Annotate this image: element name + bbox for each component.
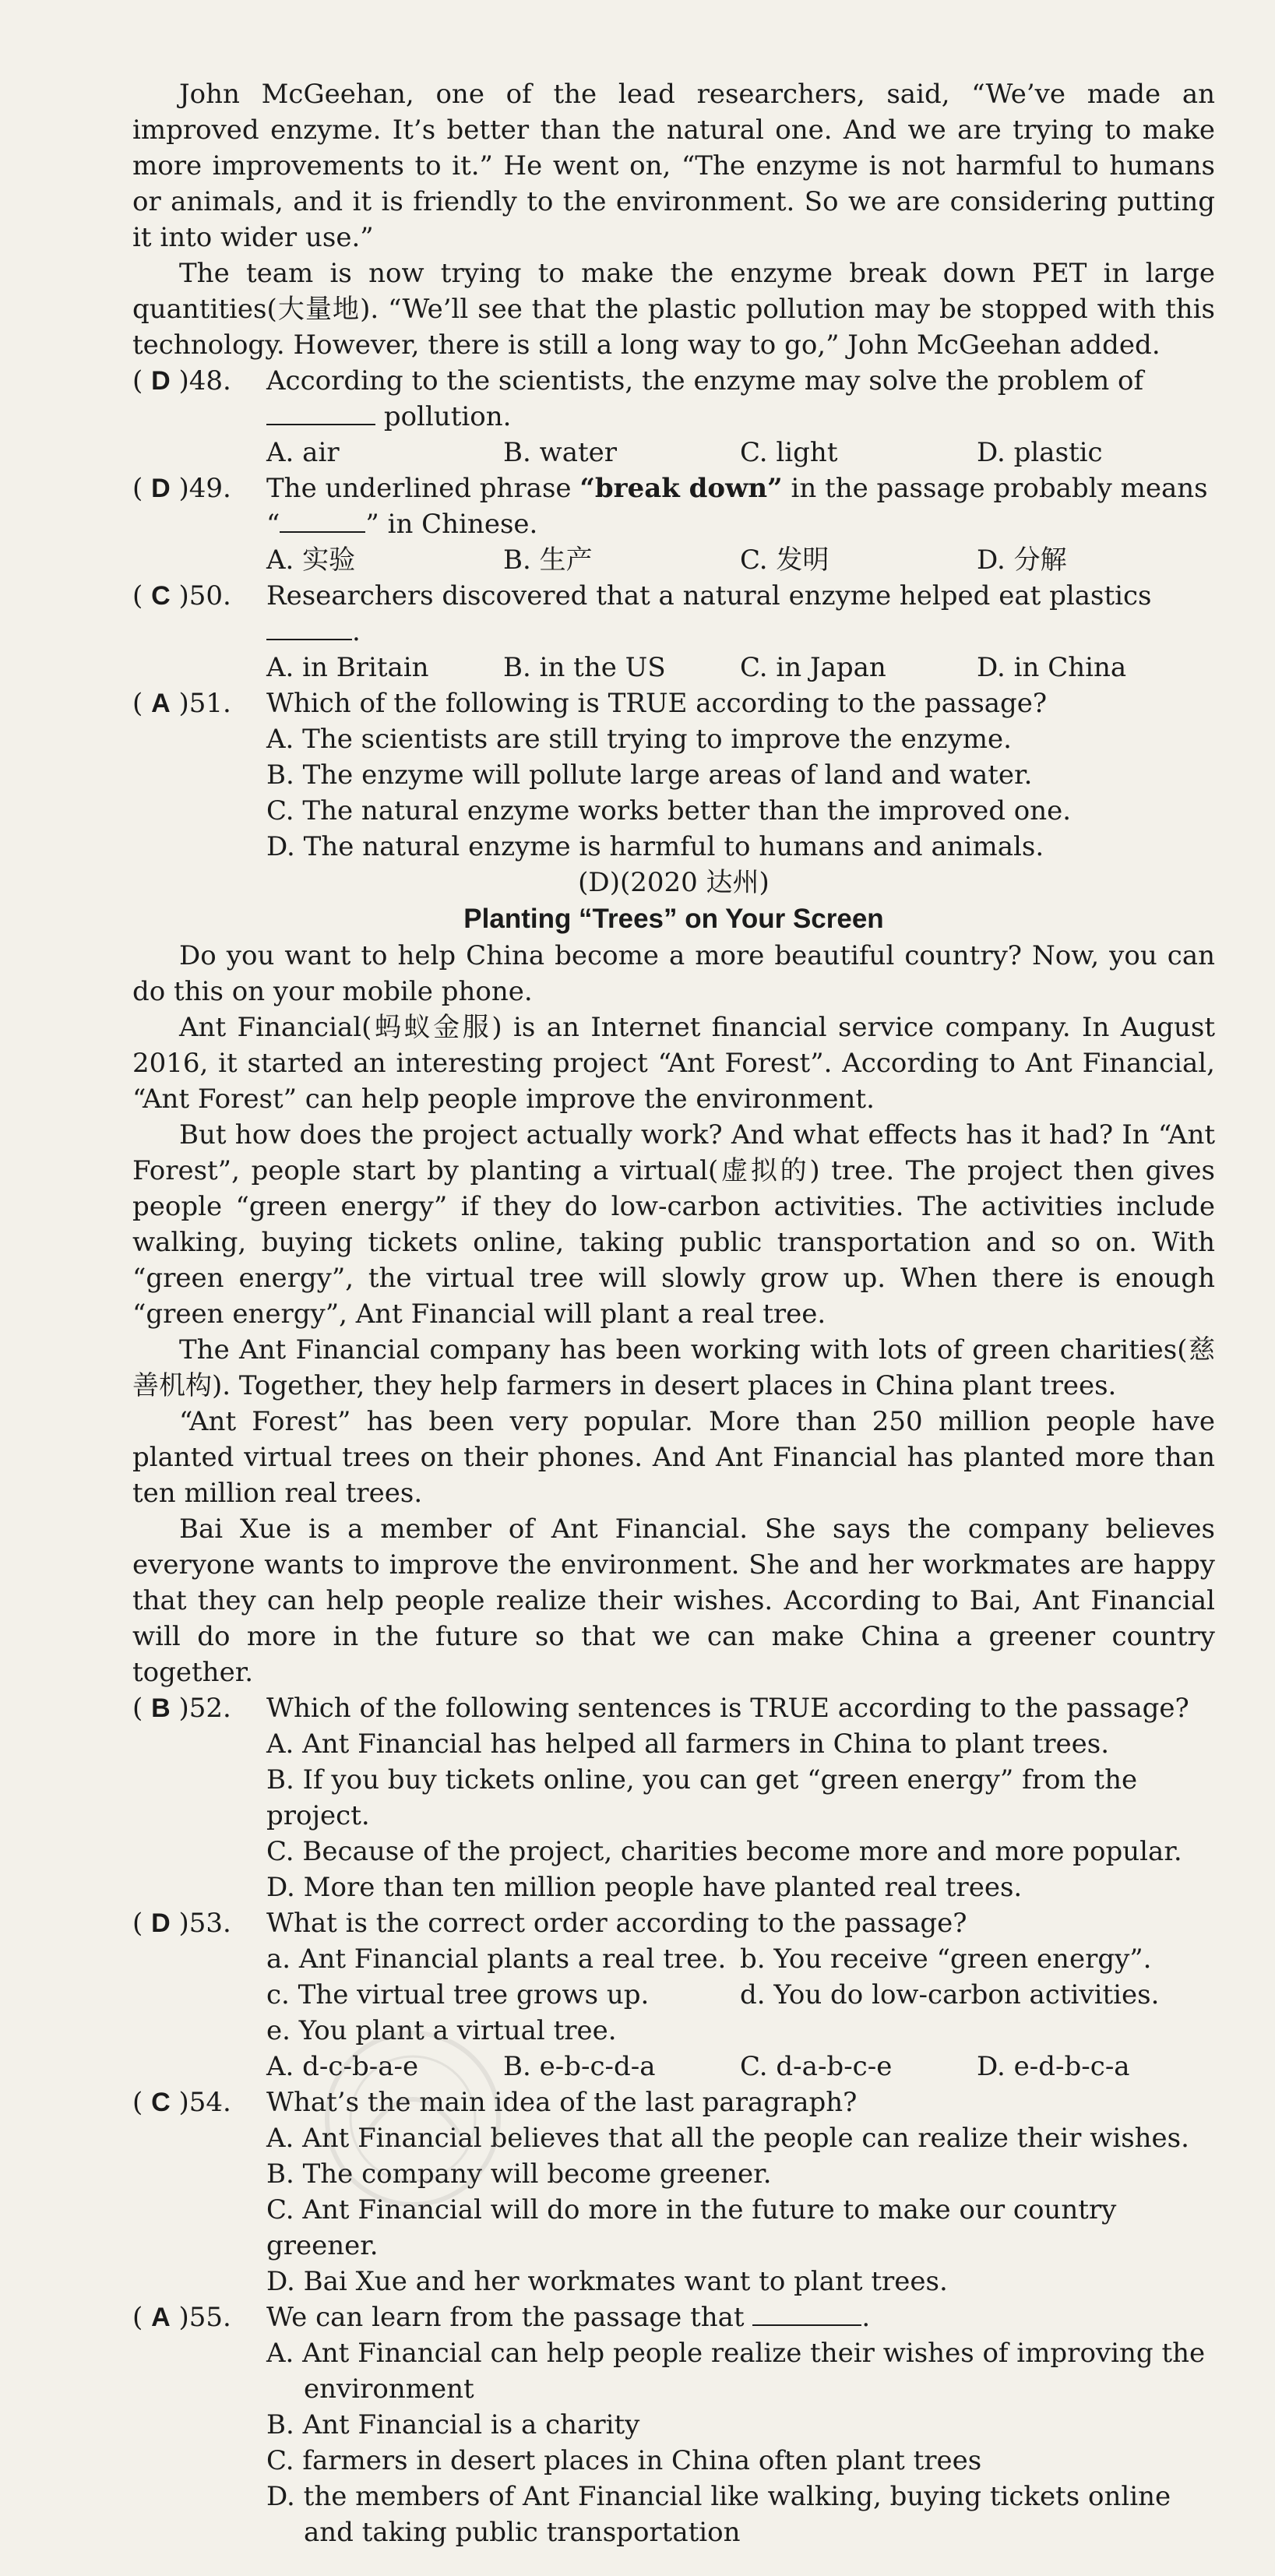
option-b: B. 生产 xyxy=(503,544,593,576)
passage-d-paragraph-4: The Ant Financial company has been working with lots of green charities(慈善机构). Together, they help farmers in desert places in China plant trees. xyxy=(132,1334,1215,1401)
option-d: D. Bai Xue and her workmates want to plant trees. xyxy=(266,2266,948,2297)
passage-d-label: (D)(2020 达州) xyxy=(578,867,770,898)
option-d: D. 分解 xyxy=(977,544,1067,576)
option-c: C. in Japan xyxy=(740,652,886,683)
answer-blank xyxy=(280,508,365,533)
option-c: C. farmers in desert places in China often plant trees xyxy=(266,2445,982,2476)
order-item-e: e. You plant a virtual tree. xyxy=(266,2015,617,2046)
answer-53: ( D )53. xyxy=(132,1908,231,1939)
question-51: ( A )51. Which of the following is TRUE according to the passage? xyxy=(132,685,1215,721)
option-d: D. e-d-b-c-a xyxy=(977,2051,1130,2082)
answer-51: ( A )51. xyxy=(132,688,231,719)
option-d: D. plastic xyxy=(977,437,1103,468)
answer-54: ( C )54. xyxy=(132,2087,231,2118)
passage-d-paragraph-1: Do you want to help China become a more beautiful country? Now, you can do this on your mobile phone. xyxy=(132,940,1215,1007)
order-item-a: a. Ant Financial plants a real tree. xyxy=(266,1943,727,1975)
passage-d-paragraph-3: But how does the project actually work? And what effects has it had? In “Ant Forest”, people start by planting a virtual(虚拟的) tree. The project then gives people “green energy” if they do low-carbon activities. The activities include walking, buying tickets online, taking public transportation and so on. With “green energy”, the virtual tree will slowly grow up. When there is enough “green energy”, Ant Financial will plant a real tree. xyxy=(132,1119,1215,1330)
option-b: B. The company will become greener. xyxy=(266,2158,772,2190)
answer-49: ( D )49. xyxy=(132,473,231,504)
order-items-row-1 xyxy=(132,1941,1215,1977)
question-55: ( A )55. We can learn from the passage that . xyxy=(132,2299,1215,2335)
passage-d-paragraph-2: Ant Financial(蚂蚁金服) is an Internet financial service company. In August 2016, it started an interesting project “Ant Forest”. According to Ant Financial, “Ant Forest” can help people improve the environment. xyxy=(132,1012,1215,1115)
question-50: ( C )50. Researchers discovered that a natural enzyme helped eat plastics. xyxy=(132,578,1215,650)
order-item-d: d. You do low-carbon activities. xyxy=(740,1979,1160,2010)
option-b: B. e-b-c-d-a xyxy=(503,2051,656,2082)
question-49-options xyxy=(132,542,1215,578)
question-49: ( D )49. The underlined phrase “break down” in the passage probably means “ ” in Chinese. xyxy=(132,470,1215,542)
passage-c-paragraph-1: John McGeehan, one of the lead researchers, said, “We’ve made an improved enzyme. It’s better than the natural one. And we are trying to make more improvements to it.” He went on, “The enzyme is not harmful to humans or animals, and it is friendly to the environment. So we are considering putting it into wider use.” xyxy=(132,79,1215,253)
option-b: B. If you buy tickets online, you can get “green energy” from the project. xyxy=(266,1764,1138,1831)
passage-c-paragraph-2: The team is now trying to make the enzyme break down PET in large quantities(大量地). “We’ll see that the plastic pollution may be stopped with this technology. However, there is still a long way to go,” John McGeehan added. xyxy=(132,258,1215,361)
option-b: B. Ant Financial is a charity xyxy=(266,2409,640,2440)
order-item-c: c. The virtual tree grows up. xyxy=(266,1979,650,2010)
question-50-options xyxy=(132,650,1215,685)
option-a: A. d-c-b-a-e xyxy=(266,2051,419,2082)
answer-blank xyxy=(266,400,375,425)
passage-d-paragraph-6: Bai Xue is a member of Ant Financial. She says the company believes everyone wants to improve the environment. She and her workmates are happy that they can help people realize their wishes. According to Bai, Ant Financial will do more in the future so that we can make China a greener country together. xyxy=(132,1514,1215,1688)
option-c: C. Because of the project, charities become more and more popular. xyxy=(266,1836,1182,1867)
answer-blank xyxy=(266,615,352,640)
option-a: A. 实验 xyxy=(266,544,356,576)
option-b: B. water xyxy=(503,437,618,468)
option-a: A. Ant Financial has helped all farmers in China to plant trees. xyxy=(266,1728,1110,1760)
option-d: D. The natural enzyme is harmful to humans and animals. xyxy=(266,831,1044,862)
answer-52: ( B )52. xyxy=(132,1693,231,1724)
answer-55: ( A )55. xyxy=(132,2302,231,2333)
option-a: A. Ant Financial believes that all the people can realize their wishes. xyxy=(266,2123,1189,2154)
order-item-b: b. You receive “green energy”. xyxy=(740,1943,1152,1975)
option-c: C. 发明 xyxy=(740,544,829,576)
option-c: C. Ant Financial will do more in the future to make our country greener. xyxy=(266,2194,1117,2261)
question-48-stem: According to the scientists, the enzyme may solve the problem of xyxy=(266,365,1144,396)
underlined-phrase: “break down” xyxy=(579,473,783,504)
option-c: C. The natural enzyme works better than the improved one. xyxy=(266,795,1072,826)
order-items-row-2 xyxy=(132,1977,1215,2013)
watermark-logo-icon xyxy=(249,2017,576,2220)
answer-48: ( D )48. xyxy=(132,365,231,396)
option-d: D. More than ten million people have planted real trees. xyxy=(266,1872,1023,1903)
option-a: A. in Britain xyxy=(266,652,429,683)
question-53: ( D )53. What is the correct order according to the passage? xyxy=(132,1905,1215,1941)
option-d: D. in China xyxy=(977,652,1127,683)
option-b: B. in the US xyxy=(503,652,666,683)
question-52: ( B )52. Which of the following sentences is TRUE according to the passage? xyxy=(132,1690,1215,1726)
option-a: A. The scientists are still trying to improve the enzyme. xyxy=(266,724,1012,755)
question-48-options xyxy=(132,435,1215,470)
option-b: B. The enzyme will pollute large areas of land and water. xyxy=(266,759,1033,791)
option-c: C. light xyxy=(740,437,838,468)
answer-50: ( C )50. xyxy=(132,580,231,611)
question-54: ( C )54. What’s the main idea of the last paragraph? xyxy=(132,2084,1215,2120)
option-d: D. the members of Ant Financial like walking, buying tickets online and taking public transportation xyxy=(266,2481,1171,2548)
answer-blank xyxy=(752,2301,861,2326)
option-a: A. air xyxy=(266,437,340,468)
passage-d-title: Planting “Trees” on Your Screen xyxy=(463,904,884,934)
option-a: A. Ant Financial can help people realize their wishes of improving the environment xyxy=(266,2338,1206,2405)
question-48: ( D )48. According to the scientists, the enzyme may solve the problem of pollution. xyxy=(132,363,1215,435)
passage-d-paragraph-5: “Ant Forest” has been very popular. More than 250 million people have planted virtual trees on their phones. And Ant Financial has planted more than ten million real trees. xyxy=(132,1406,1215,1509)
option-c: C. d-a-b-c-e xyxy=(740,2051,893,2082)
